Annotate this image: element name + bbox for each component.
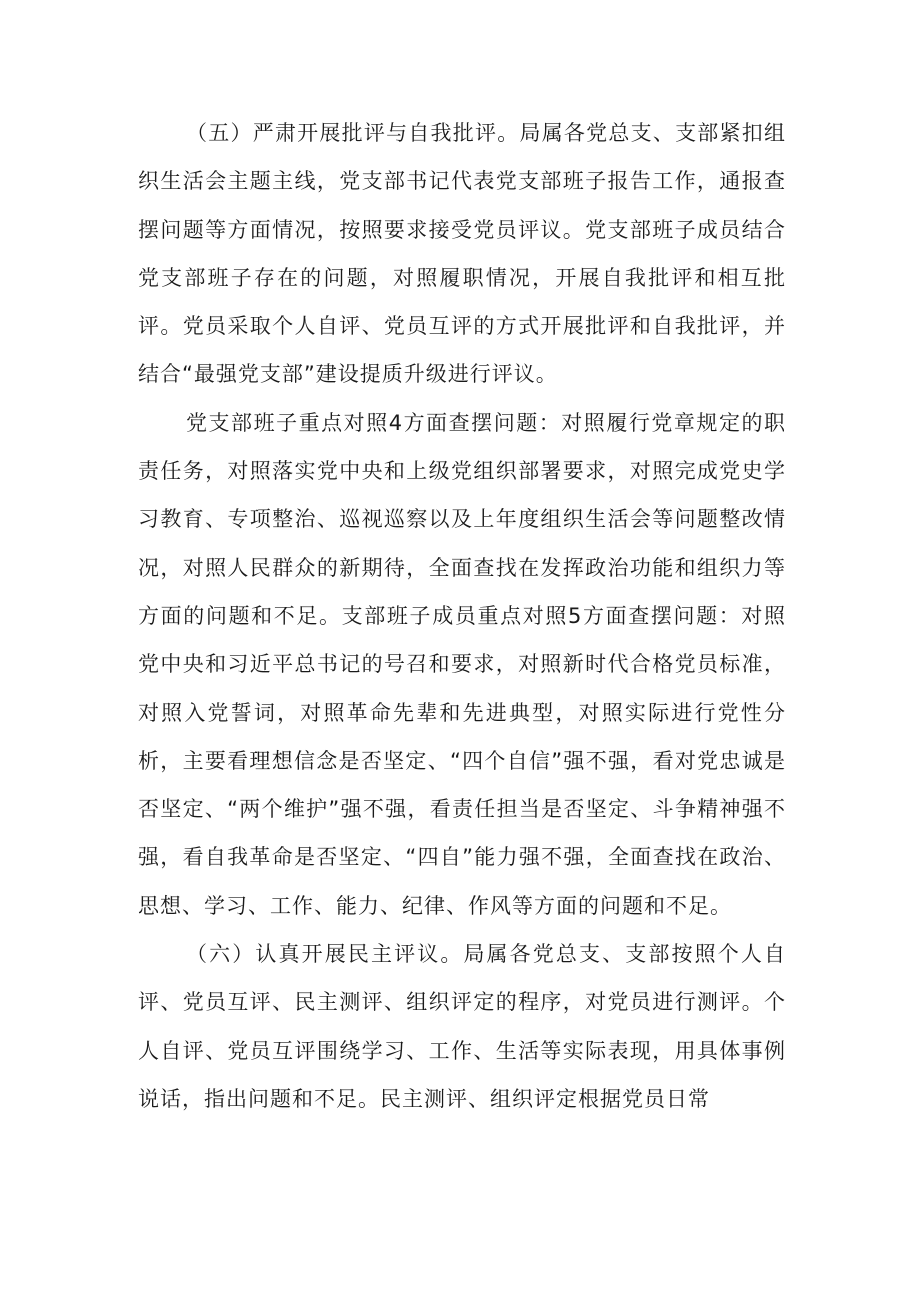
- document-body: [138, 109, 786, 1123]
- paragraph-democratic-review: （六）认真开展民主评议。局属各党总支、支部按照个人自评、党员互评、民主测评、组织评定的程序，对党员进行测评。个人自评、党员互评围绕学习、工作、生活等实际表现，用具体事例说话，指出问题和不足。民主测评、组织评定根据党员日常: [138, 942, 786, 1111]
- paragraph-self-check: 党支部班子重点对照4方面查摆问题：对照履行党章规定的职责任务，对照落实党中央和上级党组织部署要求，对照完成党史学习教育、专项整治、巡视巡察以及上年度组织生活会等问题整改情况，对照人民群众的新期待，全面查找在发挥政治功能和组织力等方面的问题和不足。支部班子成员重点对照5方面查摆问题：对照党中央和习近平总书记的号召和要求，对照新时代合格党员标准，对照入党誓词，对照革命先辈和先进典型，对照实际进行党性分析，主要看理想信念是否坚定、“四个自信”强不强，看对党忠诚是否坚定、“两个维护”强不强，看责任担当是否坚定、斗争精神强不强，看自我革命是否坚定、“四自”能力强不强，全面查找在政治、思想、学习、工作、能力、纪律、作风等方面的问题和不足。: [138, 410, 786, 918]
- paragraph-criticism: （五）严肃开展批评与自我批评。局属各党总支、支部紧扣组织生活会主题主线，党支部书记代表党支部班子报告工作，通报查摆问题等方面情况，按照要求接受党员评议。党支部班子成员结合党支部班子存在的问题，对照履职情况，开展自我批评和相互批评。党员采取个人自评、党员互评的方式开展批评和自我批评，并结合“最强党支部”建设提质升级进行评议。: [138, 121, 786, 387]
